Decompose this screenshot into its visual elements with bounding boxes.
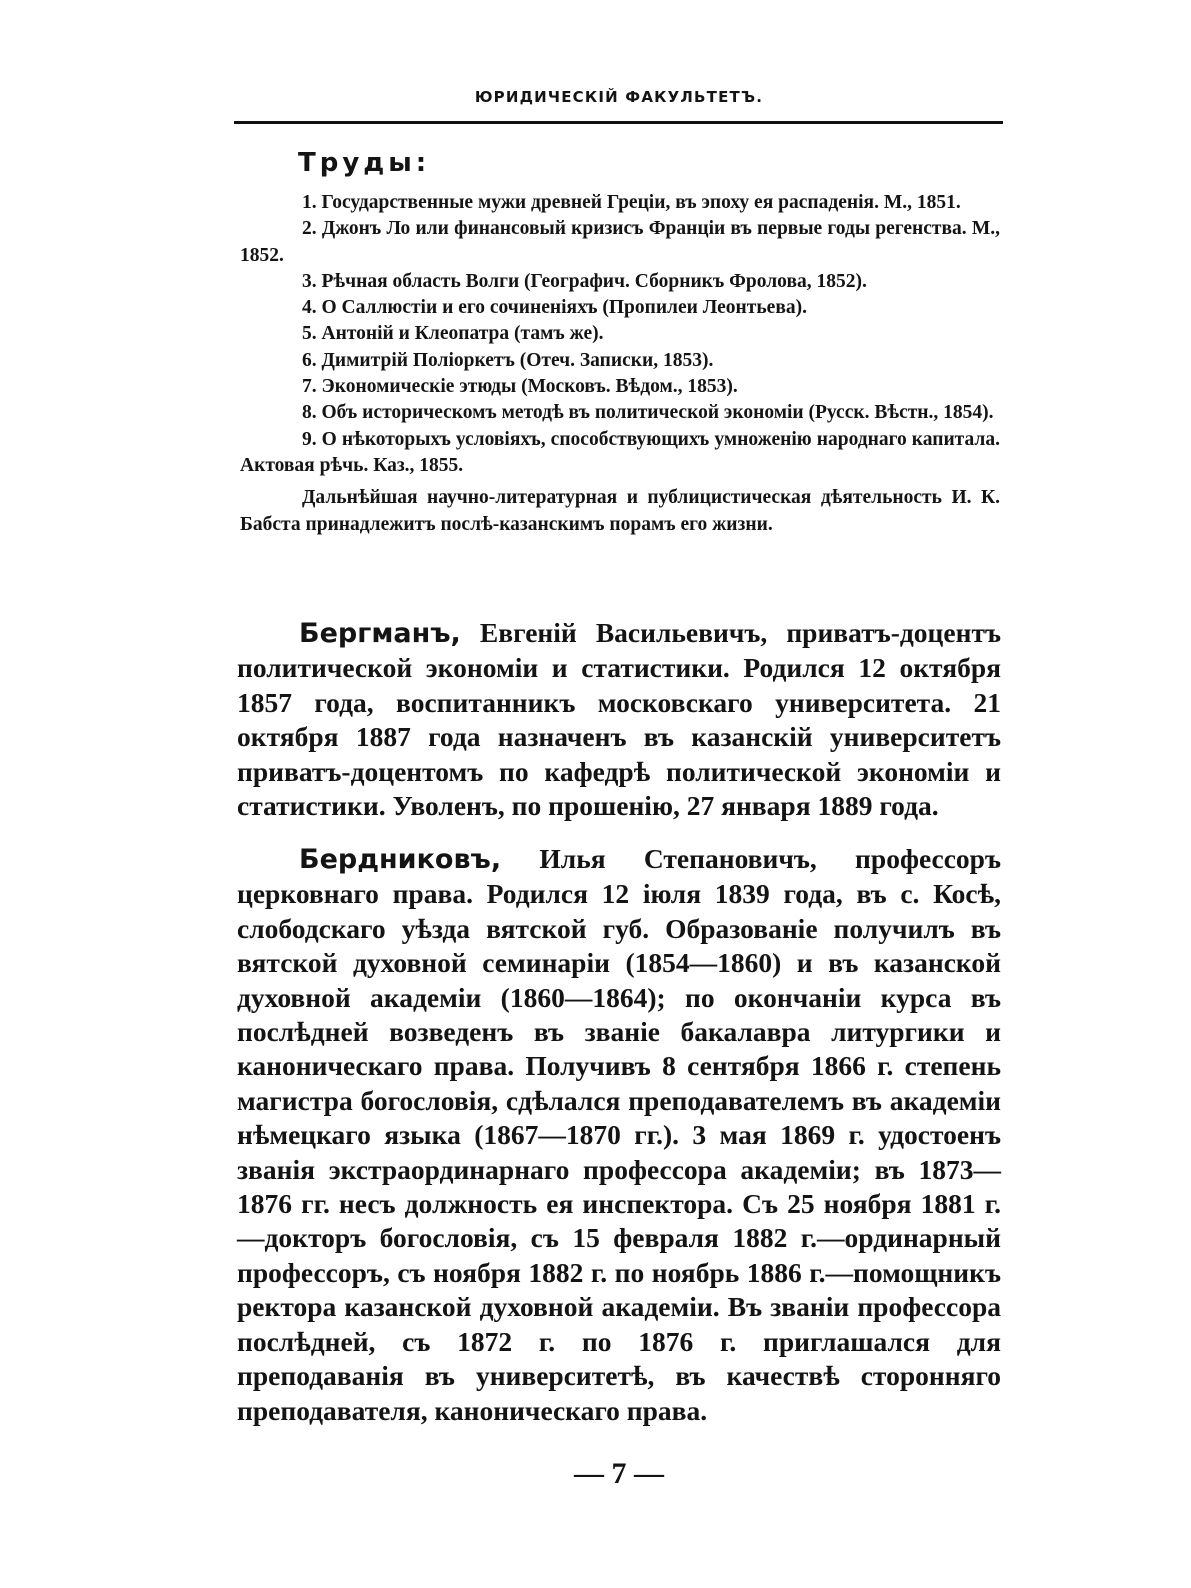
biography-name: Бергманъ, [299,618,461,649]
header-rule [234,121,1003,124]
works-heading: Труды: [298,148,431,178]
works-list [240,190,1000,538]
running-header: ЮРИДИЧЕСКІЙ ФАКУЛЬТЕТЪ. [474,88,764,106]
work-item: 8. Объ историческомъ методѣ въ политической экономіи (Русск. Вѣстн., 1854). [302,402,994,424]
biography-text: Илья Степановичъ, профессоръ церковнаго права. Родился 12 іюля 1839 года, въ с. Косѣ, слободскаго уѣзда вятской губ. Образованіе получилъ въ вятской духовной семинаріи (1854—1860) и въ казанской духовной академіи (1860—1864); по окончаніи курса въ послѣдней возведенъ въ званіе бакалавра литургики и каноническаго права. Получивъ 8 сентября 1866 г. степень магистра богословія, сдѣлался преподавателемъ въ академіи нѣмецкаго языка (1867—1870 гг.). 3 мая 1869 г. удостоенъ званія экстраординарнаго профессора академіи; въ 1873—1876 гг. несъ должность ея инспектора. Съ 25 ноября 1881 г.—докторъ богословія, съ 15 февраля 1882 г.—ординарный профессоръ, съ ноября 1882 г. по ноябрь 1886 г.—помощникъ ректора казанской духовной академіи. Въ званіи профессора послѣдней, съ 1872 г. по 1876 г. приглашался для преподаванія въ университетѣ, въ качествѣ сторонняго преподавателя, каноническаго права. [237,843,1001,1426]
biography-text: Евгеній Васильевичъ, приватъ-доцентъ политической экономіи и статистики. Родился 12 октября 1857 года, воспитанникъ московскаго университета. 21 октября 1887 года назначенъ въ казанскій университетъ приватъ-доцентомъ по кафедрѣ политической экономіи и статистики. Уволенъ, по прошенію, 27 января 1889 года. [237,617,1001,822]
work-item: 6. Димитрій Поліоркетъ (Отеч. Записки, 1853). [302,349,714,371]
biography-berdnikov [237,842,1001,1428]
biography-bergman [237,616,1001,823]
work-item: 1. Государственные мужи древней Греціи, въ эпоху ея распаденія. М., 1851. [302,192,961,213]
work-item: 7. Экономическіе этюды (Московъ. Вѣдом., 1853). [302,376,738,398]
biography-name: Бердниковъ, [299,844,502,875]
work-item: 4. О Саллюстіи и его сочиненіяхъ (Пропилеи Леонтьева). [302,297,807,319]
work-item: 3. Рѣчная область Волги (Географич. Сборникъ Фролова, 1852). [302,270,867,292]
page-number: — 7 — [574,1457,664,1490]
work-item: 5. Антоній и Клеопатра (тамъ же). [302,323,604,345]
work-item: 2. Джонъ Ло или финансовый кризисъ Франціи въ первые годы регенства. М., 1852. [240,218,1000,266]
works-note: Дальнѣйшая научно-литературная и публицистическая дѣятельность И. К. Бабста принадлежитъ послѣ-казанскимъ порамъ его жизни. [240,487,1000,535]
work-item: 9. О нѣкоторыхъ условіяхъ, способствующихъ умноженію народнаго капитала. Актовая рѣчь. Каз., 1855. [240,428,1000,476]
